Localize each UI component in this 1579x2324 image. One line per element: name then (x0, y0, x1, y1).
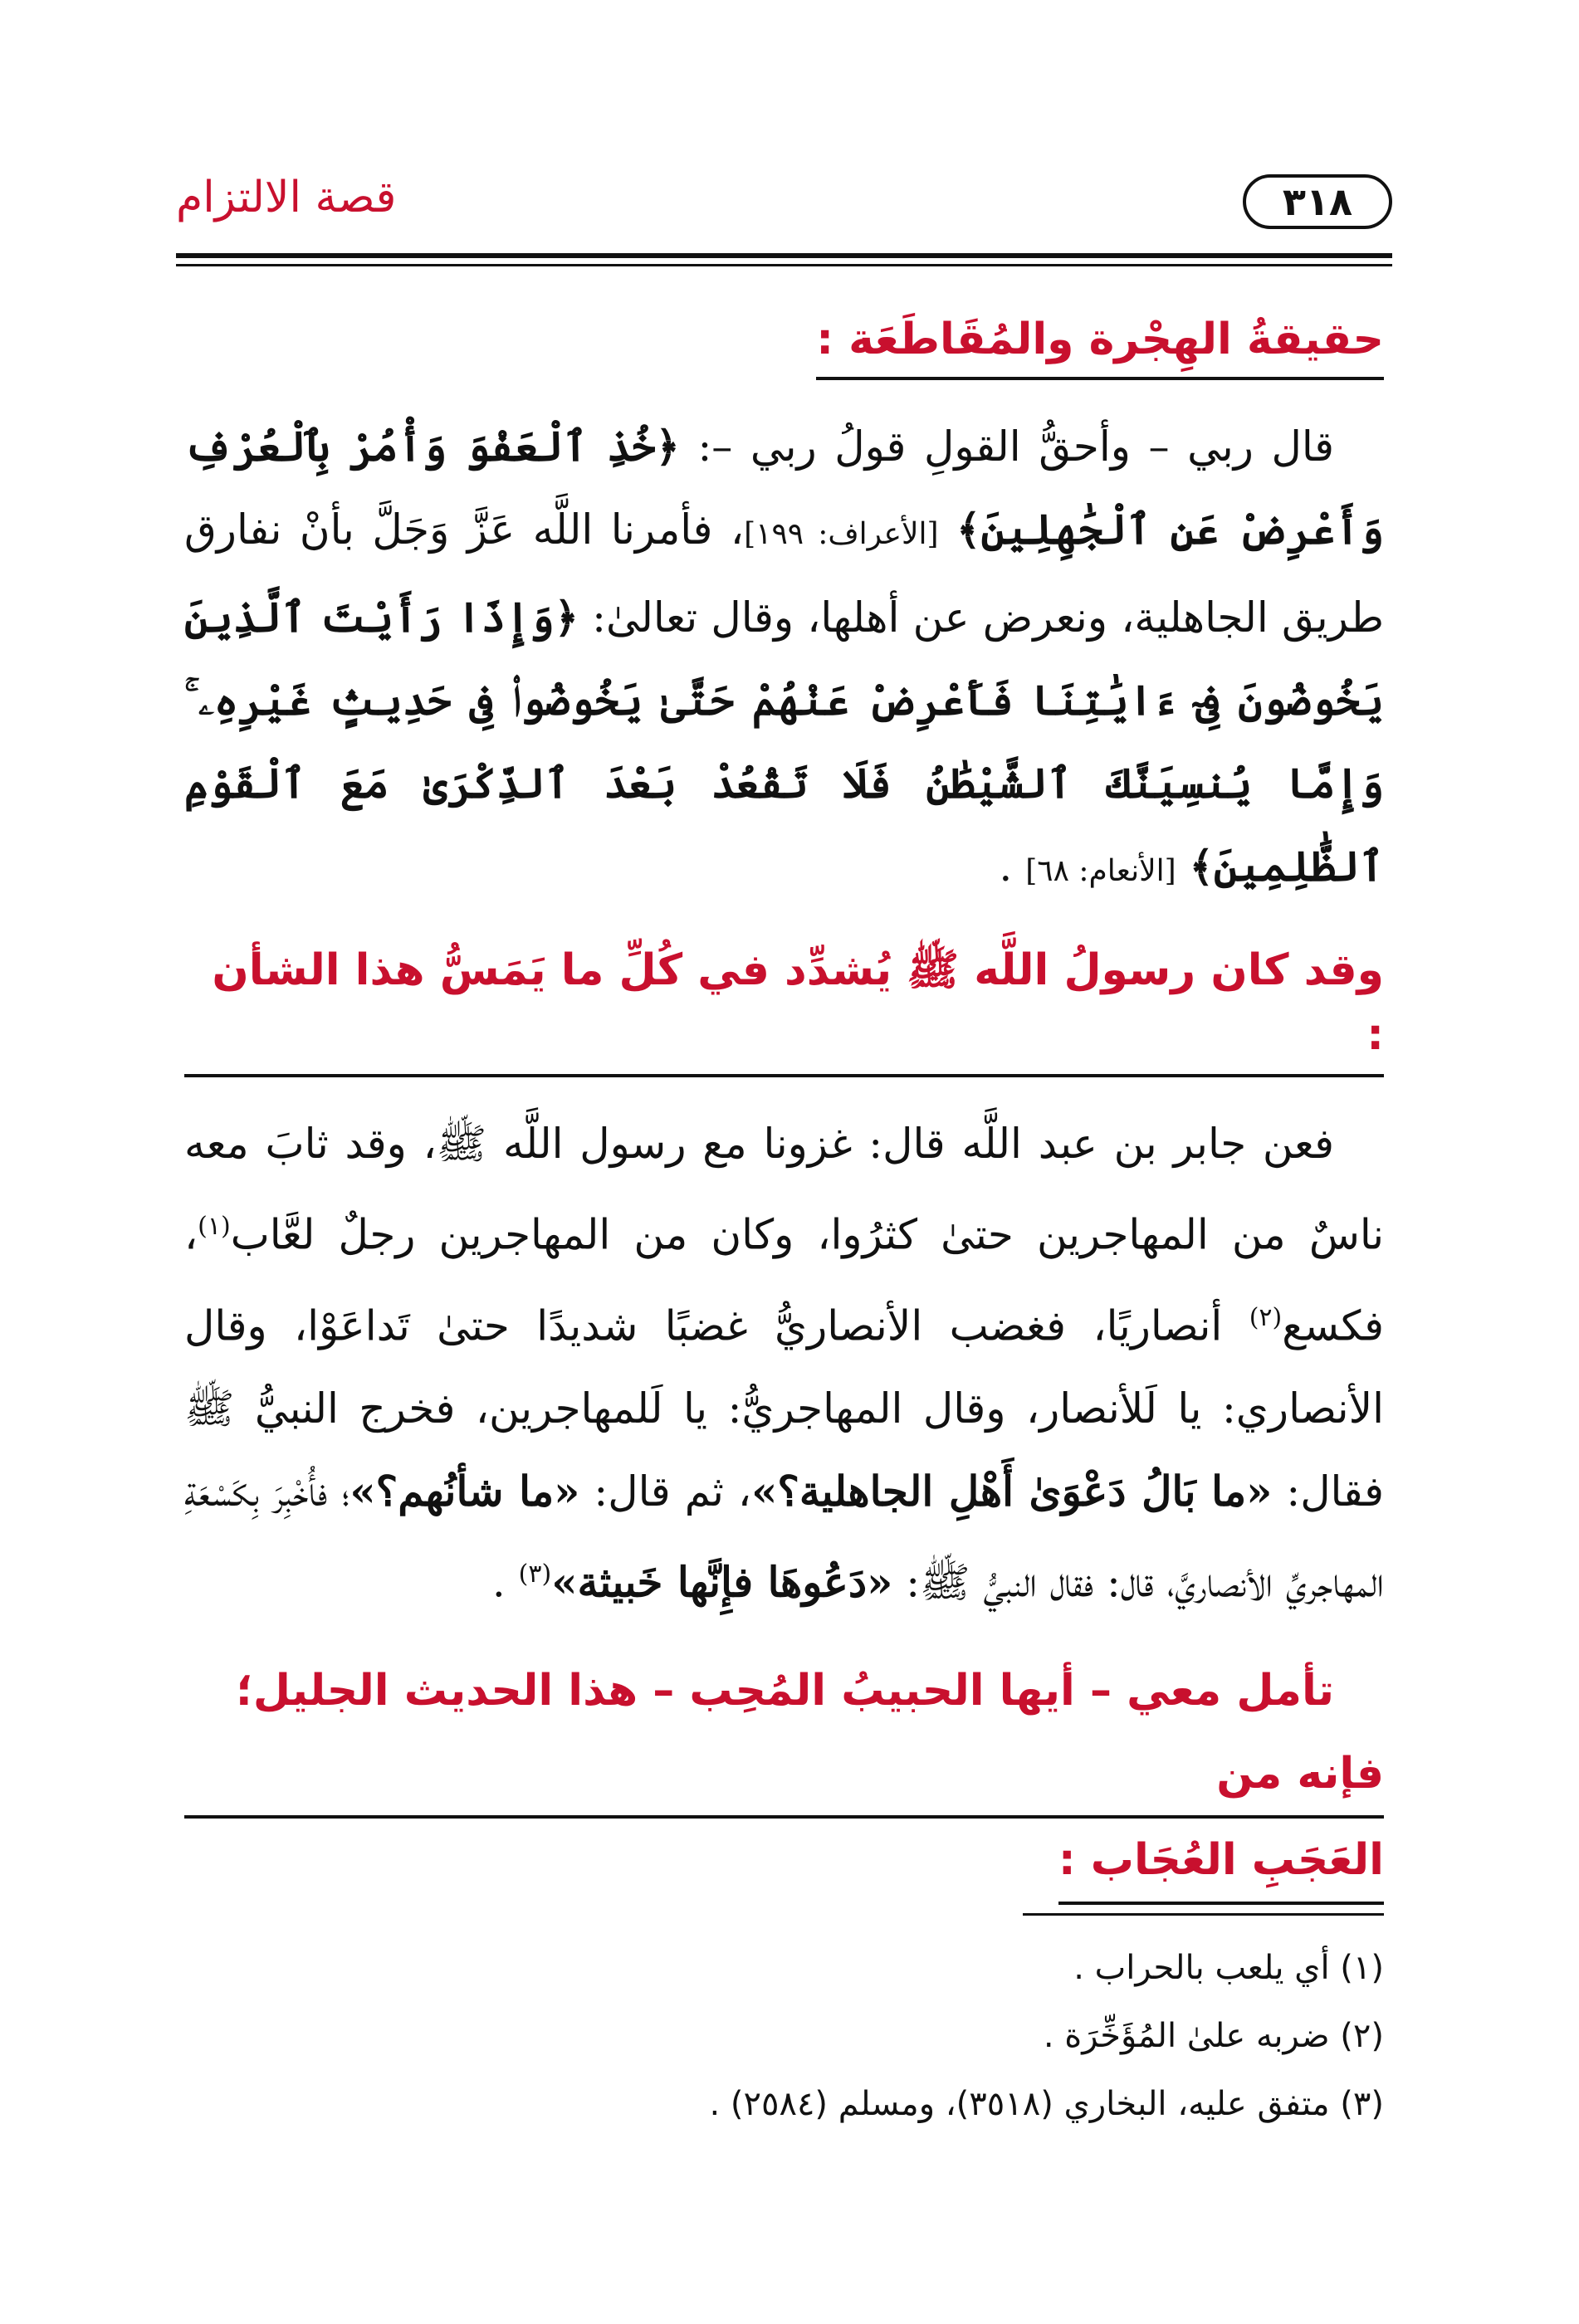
text-body: ، فأمرنا اللَّه عَزَّ وَجَلَّ بأنْ نفارق طريق الجاهلية، ونعرض عن أهلها، وقال تعالىٰ: (184, 505, 1384, 642)
footnotes (184, 1934, 1384, 2138)
footnote-3: (٣) متفق عليه، البخاري (٣٥١٨)، ومسلم (٢٥٨٤) . (709, 2085, 1384, 2123)
hadith-quote-1: «ما بَالُ دَعْوَىٰ أَهْلِ الجاهلية؟» (751, 1467, 1273, 1516)
section-heading-text: حقيقةُ الهِجْرة والمُقَاطَعَة : (816, 307, 1384, 380)
section-heading-contemplate (184, 1649, 1384, 1905)
hadith-quote-3: «دَعُوهَا فإِنَّها خَبيثة» (551, 1557, 893, 1607)
hadith-text-d: ، ثم قال: (579, 1467, 752, 1516)
page-header (176, 158, 1392, 249)
header-rule-thin (176, 264, 1392, 266)
paragraph-hijra (184, 405, 1384, 913)
hadith-text-e: ؛ فأُخْبِرَ بِكَسْعَةِ المهاجريِّ الأنصاريَّ، قال: فقال النبيُّ ﷺ: (184, 1467, 1384, 1607)
footnote-separator (1023, 1913, 1384, 1916)
hadith-text-a: فعن جابر بن عبد اللَّه قال: غزونا مع رسول اللَّه ﷺ، وقد ثابَ معه ناسٌ من المهاجرين حتىٰ كثرُوا، وكان من المهاجرين رجلٌ لعَّاب (184, 1120, 1384, 1259)
header-rule-thick (176, 253, 1392, 258)
heading-line-2: العَجَبِ العُجَاب : (1058, 1819, 1384, 1905)
footnote-2: (٢) ضربه علىٰ المُؤَخِّرَة . (1043, 2017, 1384, 2055)
footnote-marker-1: (١) (198, 1212, 231, 1241)
verse-reference-araf: [الأعراف: ١٩٩] (744, 517, 939, 551)
heading-line-1: تأمل معي – أيها الحبيبُ المُحِب – هذا الحديث الجليل؛ فإنه من (184, 1649, 1384, 1819)
main-content (184, 282, 1384, 1905)
quran-verse-anam: ﴿وَإِذَا رَأَيْتَ ٱلَّذِينَ يَخُوضُونَ فِىٓ ءَايَٰتِنَا فَأَعْرِضْ عَنْهُمْ حَتَّىٰ يَخُوضُوا۟ فِى حَدِيثٍ غَيْرِهِۦ ۚ وَإِمَّا يُنسِيَنَّكَ ٱلشَّيْطَٰنُ فَلَا تَقْعُدْ بَعْدَ ٱلذِّكْرَىٰ مَعَ ٱلْقَوْمِ ٱلظَّٰلِمِينَ﴾ (184, 593, 1384, 891)
paragraph-hadith (184, 1102, 1384, 1624)
quran-verse-araf: ﴿خُذِ ٱلْعَفْوَ وَأْمُرْ بِٱلْعُرْفِ وَأَعْرِضْ عَنِ ٱلْجَٰهِلِينَ﴾ (184, 422, 1384, 554)
footnote-marker-3: (٣) (518, 1560, 552, 1589)
running-title: قصة الالتزام (176, 173, 397, 222)
verse-reference-anam: [الأنعام: ٦٨] (1025, 854, 1176, 888)
page-number: ٣١٨ (1243, 174, 1392, 229)
text-end: . (999, 842, 1026, 891)
footnote-marker-2: (٢) (1249, 1302, 1283, 1332)
hadith-end: . (491, 1558, 519, 1607)
hadith-text-b: ، فكسع (184, 1210, 1384, 1350)
hadith-quote-2: «ما شأنُهم؟» (350, 1467, 580, 1516)
hadith-text-c: أنصاريًا، فغضب الأنصاريُّ غضبًا شديدًا حتىٰ تَداعَوْا، وقال الأنصاري: يا لَلأنصار، وقال المهاجريُّ: يا لَلمهاجرين، فخرج النبيُّ ﷺ فقال: (184, 1301, 1384, 1516)
footnote-1: (١) أي يلعب بالحراب . (1073, 1949, 1384, 1987)
section-heading-hijra (184, 307, 1384, 380)
section-heading-prophet: وقد كان رسولُ اللَّه ﷺ يُشدِّد في كُلِّ ما يَمَسُّ هذا الشأن : (184, 938, 1384, 1077)
text-intro: قال ربي – وأحقُّ القولِ قولُ ربي –: (679, 422, 1334, 471)
